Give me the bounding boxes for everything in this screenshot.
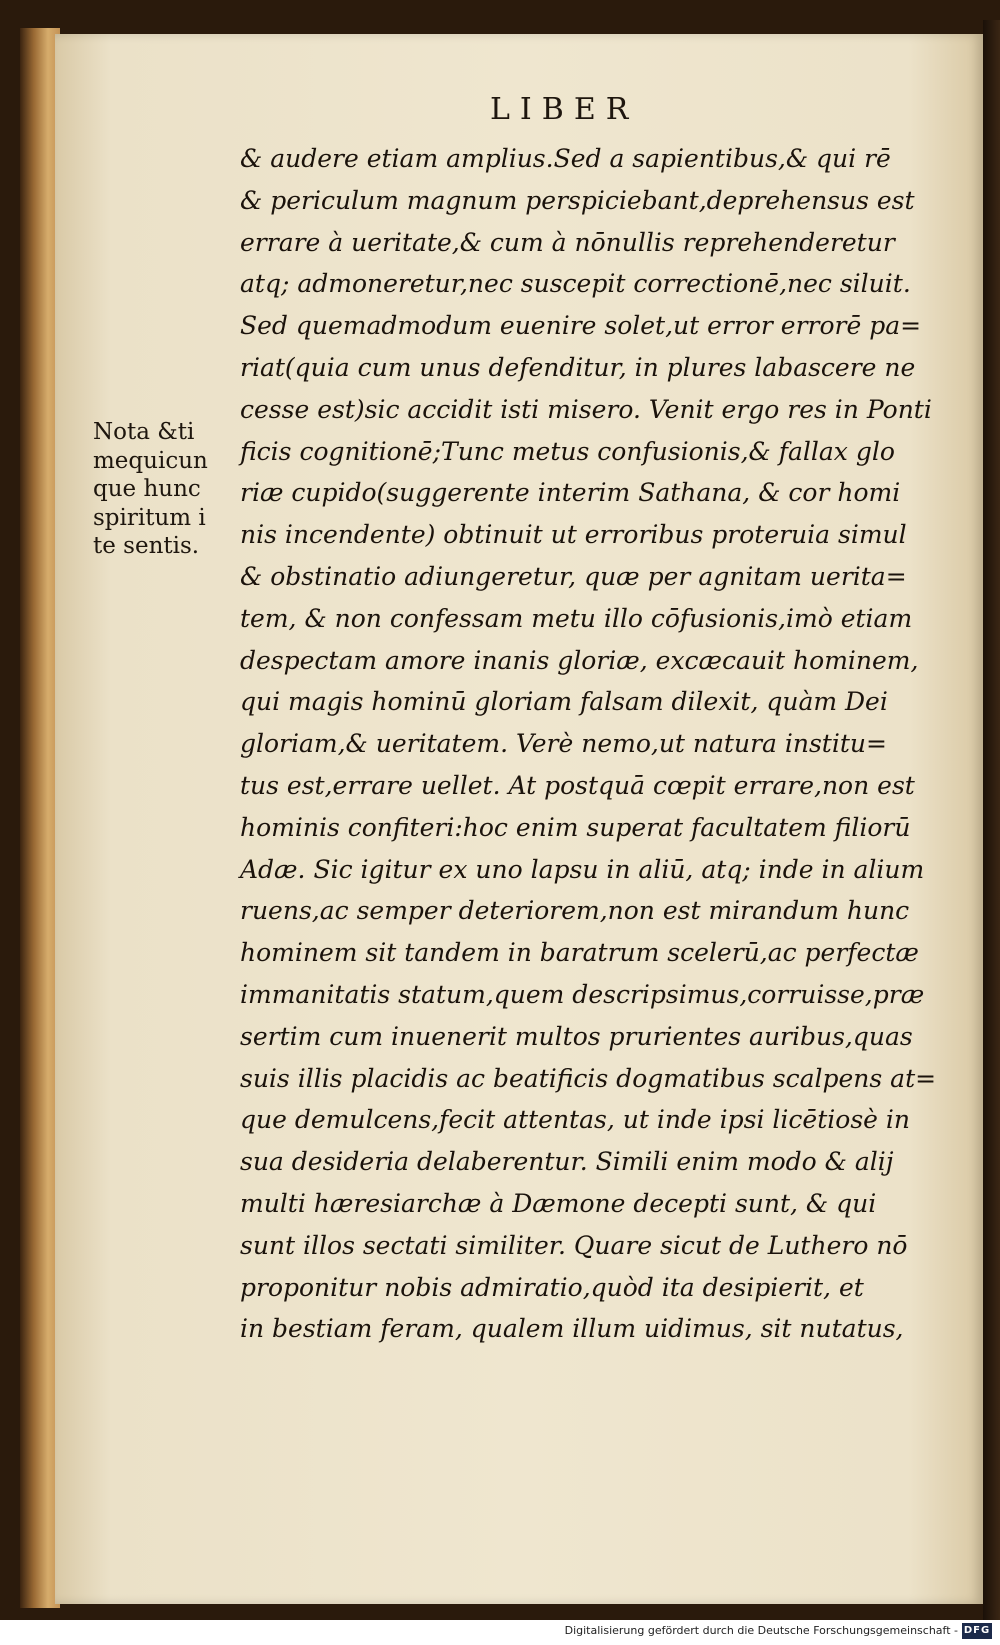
footer-credit: Digitalisierung gefördert durch die Deutsche Forschungsgemeinschaft -	[564, 1624, 958, 1637]
text-line: Adæ. Sic igitur ex uno lapsu in aliū, atq; inde in alium	[240, 854, 925, 884]
text-line: in bestiam feram, qualem illum uidimus, sit nutatus,	[240, 1314, 904, 1344]
text-line: que demulcens,fecit attentas, ut inde ipsi licētiosè in	[240, 1105, 910, 1135]
text-line: ruens,ac semper deteriorem,non est mirandum hunc	[240, 896, 910, 926]
text-line: hominem sit tandem in baratrum scelerū,ac perfectæ	[240, 938, 919, 968]
text-line: riat(quia cum unus defenditur, in plures labascere ne	[240, 352, 916, 382]
text-line: atq; admoneretur,nec suscepit correctionē,nec siluit.	[240, 269, 911, 299]
text-line: multi hæresiarchæ à Dæmone decepti sunt, & qui	[240, 1188, 877, 1218]
marginal-note-line: spiritum i	[93, 504, 206, 531]
footer-bar	[0, 1620, 1000, 1645]
marginal-note-line: mequicun	[93, 447, 208, 474]
text-line: hominis confiteri:hoc enim superat facultatem filiorū	[240, 812, 911, 842]
text-line: gloriam,& ueritatem. Verè nemo,ut natura institu=	[240, 729, 887, 759]
text-line: & periculum magnum perspiciebant,deprehensus est	[240, 185, 915, 215]
text-line: Sed quemadmodum euenire solet,ut error errorē pa=	[240, 311, 922, 341]
text-line: cesse est)sic accidit isti misero. Venit ergo res in Ponti	[240, 394, 932, 424]
text-line: tus est,errare uellet. At postquā cœpit errare,non est	[240, 770, 915, 800]
marginal-note-line: que hunc	[93, 476, 201, 502]
body-text	[240, 138, 937, 1350]
book-fore-edge	[20, 28, 60, 1608]
text-line: tem, & non confessam metu illo cōfusionis,imò etiam	[240, 603, 913, 633]
marginal-note-line: te sentis.	[93, 533, 200, 559]
text-line: errare à ueritate,& cum à nōnullis reprehenderetur	[240, 227, 895, 257]
text-line: proponitur nobis admiratio,quòd ita desipierit, et	[240, 1272, 864, 1302]
marginal-note	[93, 418, 233, 561]
marginal-note-line: Nota &ti	[93, 419, 195, 445]
text-line: sua desideria delaberentur. Simili enim modo & alij	[240, 1147, 894, 1177]
text-line: & audere etiam amplius.Sed a sapientibus,& qui rē	[240, 144, 891, 173]
text-line: despectam amore inanis gloriæ, excæcauit hominem,	[240, 645, 919, 675]
text-line: sertim cum inuenerit multos prurientes auribus,quas	[240, 1021, 913, 1051]
text-line: nis incendente) obtinuit ut erroribus proteruia simul	[240, 520, 907, 550]
text-line: suis illis placidis ac beatificis dogmatibus scalpens at=	[240, 1063, 937, 1093]
text-line: immanitatis statum,quem descripsimus,corruisse,præ	[240, 979, 925, 1009]
text-line: qui magis hominū gloriam falsam dilexit, quàm Dei	[240, 687, 888, 717]
text-line: sunt illos sectati similiter. Quare sicut de Luthero nō	[240, 1230, 908, 1260]
dfg-logo: DFG	[962, 1623, 992, 1639]
book-spine-shadow	[983, 20, 1000, 1620]
text-line: riæ cupido(suggerente interim Sathana, & cor homi	[240, 478, 901, 508]
text-line: ficis cognitionē;Tunc metus confusionis,& fallax glo	[240, 436, 895, 466]
running-head: LIBER	[490, 92, 639, 127]
text-line: & obstinatio adiungeretur, quæ per agnitam uerita=	[240, 561, 907, 591]
